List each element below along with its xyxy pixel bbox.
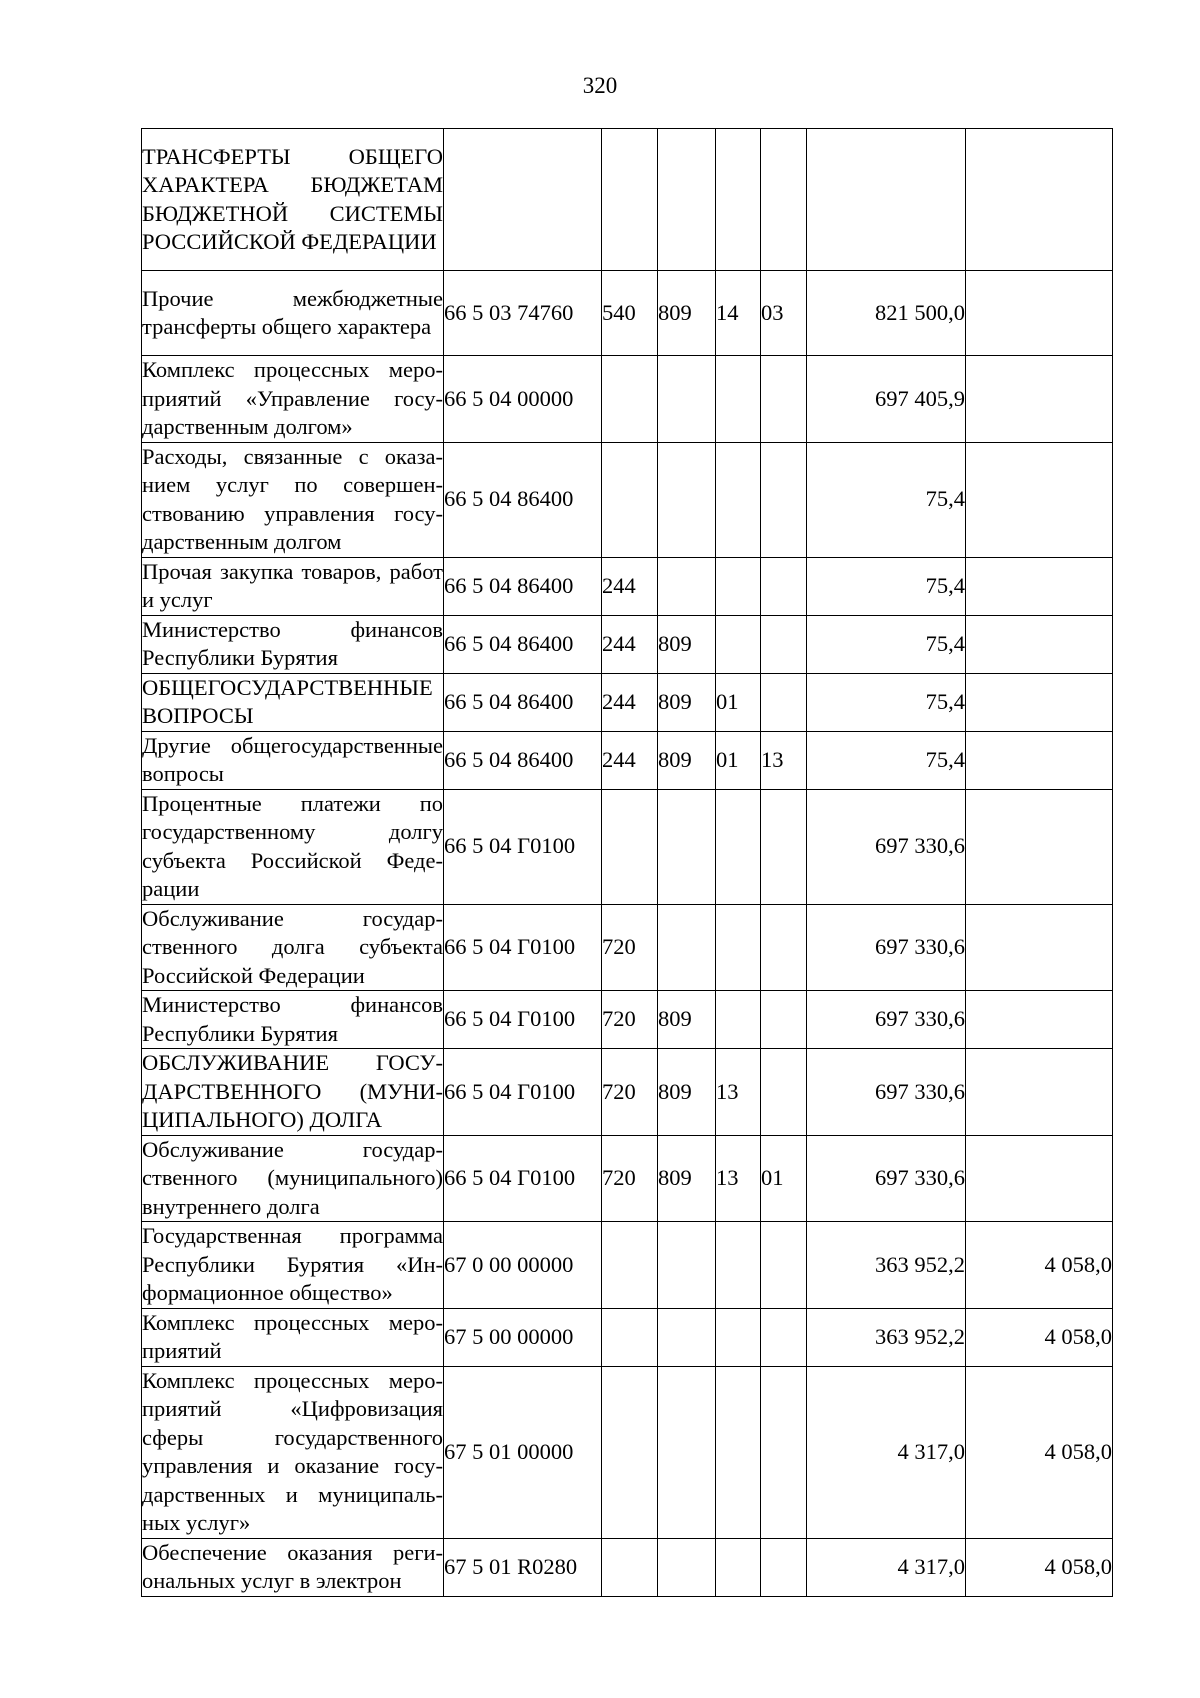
target-code: 66 5 04 86400 bbox=[444, 557, 602, 615]
target-code: 66 5 04 00000 bbox=[444, 356, 602, 443]
target-code: 66 5 03 74760 bbox=[444, 271, 602, 356]
ministry-code bbox=[658, 356, 716, 443]
subsection-code bbox=[761, 442, 807, 557]
table-row bbox=[142, 1222, 1113, 1309]
section-code bbox=[716, 615, 761, 673]
subsection-code bbox=[761, 991, 807, 1049]
amount-total: 75,4 bbox=[807, 442, 966, 557]
expense-type bbox=[602, 1366, 658, 1538]
table-row bbox=[142, 731, 1113, 789]
amount-total bbox=[807, 129, 966, 271]
amount-total: 363 952,2 bbox=[807, 1308, 966, 1366]
ministry-code bbox=[658, 1538, 716, 1596]
ministry-code: 809 bbox=[658, 1135, 716, 1222]
amount-federal: 4 058,0 bbox=[966, 1538, 1113, 1596]
target-code: 67 5 01 R0280 bbox=[444, 1538, 602, 1596]
table-row bbox=[142, 557, 1113, 615]
item-name: Министерство финансов Республики Бурятия bbox=[142, 991, 444, 1049]
subsection-code bbox=[761, 356, 807, 443]
amount-federal bbox=[966, 615, 1113, 673]
table-row bbox=[142, 615, 1113, 673]
section-code bbox=[716, 442, 761, 557]
item-name: Комплекс процессных мероприятий «Цифровизация сферы государственного управления и оказание государственных и муниципальных услуг» bbox=[142, 1366, 444, 1538]
target-code: 66 5 04 Г0100 bbox=[444, 1135, 602, 1222]
page-number: 320 bbox=[582, 73, 618, 98]
target-code: 66 5 04 Г0100 bbox=[444, 991, 602, 1049]
subsection-code bbox=[761, 1308, 807, 1366]
target-code: 67 0 00 00000 bbox=[444, 1222, 602, 1309]
ministry-code: 809 bbox=[658, 271, 716, 356]
table-row bbox=[142, 1538, 1113, 1596]
expense-type: 244 bbox=[602, 673, 658, 731]
item-name: Министерство финансов Республики Бурятия bbox=[142, 615, 444, 673]
section-code bbox=[716, 129, 761, 271]
amount-federal bbox=[966, 673, 1113, 731]
target-code: 66 5 04 Г0100 bbox=[444, 789, 602, 904]
ministry-code: 809 bbox=[658, 731, 716, 789]
section-code: 14 bbox=[716, 271, 761, 356]
item-name: Государственная программа Республики Бурятия «Информационное общество» bbox=[142, 1222, 444, 1309]
target-code: 66 5 04 86400 bbox=[444, 731, 602, 789]
item-name: ОБСЛУЖИВАНИЕ ГОСУДАРСТВЕННОГО (МУНИЦИПАЛЬНОГО) ДОЛГА bbox=[142, 1049, 444, 1136]
expense-type bbox=[602, 1222, 658, 1309]
item-name: ТРАНСФЕРТЫ ОБЩЕГО ХАРАКТЕРА БЮДЖЕТАМ БЮДЖЕТНОЙ СИСТЕМЫ РОССИЙСКОЙ ФЕДЕРАЦИИ bbox=[142, 129, 444, 271]
ministry-code bbox=[658, 789, 716, 904]
target-code: 66 5 04 Г0100 bbox=[444, 904, 602, 991]
amount-total: 4 317,0 bbox=[807, 1366, 966, 1538]
subsection-code bbox=[761, 789, 807, 904]
table-row bbox=[142, 1049, 1113, 1136]
amount-total: 697 330,6 bbox=[807, 1049, 966, 1136]
table-row bbox=[142, 673, 1113, 731]
expense-type: 720 bbox=[602, 1135, 658, 1222]
subsection-code bbox=[761, 904, 807, 991]
target-code: 67 5 00 00000 bbox=[444, 1308, 602, 1366]
subsection-code bbox=[761, 557, 807, 615]
amount-total: 4 317,0 bbox=[807, 1538, 966, 1596]
amount-federal: 4 058,0 bbox=[966, 1222, 1113, 1309]
amount-total: 75,4 bbox=[807, 731, 966, 789]
table-row bbox=[142, 1366, 1113, 1538]
ministry-code bbox=[658, 1222, 716, 1309]
section-code bbox=[716, 1308, 761, 1366]
item-name: Комплекс процессных мероприятий «Управление государственным долгом» bbox=[142, 356, 444, 443]
table-row bbox=[142, 129, 1113, 271]
amount-federal bbox=[966, 557, 1113, 615]
ministry-code: 809 bbox=[658, 615, 716, 673]
expense-type bbox=[602, 789, 658, 904]
target-code: 66 5 04 86400 bbox=[444, 442, 602, 557]
target-code: 66 5 04 Г0100 bbox=[444, 1049, 602, 1136]
section-code bbox=[716, 904, 761, 991]
expense-type bbox=[602, 1538, 658, 1596]
amount-federal bbox=[966, 356, 1113, 443]
table-row bbox=[142, 356, 1113, 443]
table-row bbox=[142, 442, 1113, 557]
amount-federal bbox=[966, 991, 1113, 1049]
section-code bbox=[716, 1538, 761, 1596]
ministry-code bbox=[658, 1308, 716, 1366]
item-name: Расходы, связанные с оказанием услуг по совершенствованию управления государственным долгом bbox=[142, 442, 444, 557]
section-code: 13 bbox=[716, 1135, 761, 1222]
amount-total: 821 500,0 bbox=[807, 271, 966, 356]
item-name: Прочие межбюджетные трансферты общего характера bbox=[142, 271, 444, 356]
subsection-code: 03 bbox=[761, 271, 807, 356]
amount-federal: 4 058,0 bbox=[966, 1308, 1113, 1366]
subsection-code bbox=[761, 1222, 807, 1309]
expense-type bbox=[602, 1308, 658, 1366]
amount-total: 697 405,9 bbox=[807, 356, 966, 443]
ministry-code bbox=[658, 129, 716, 271]
ministry-code bbox=[658, 904, 716, 991]
amount-federal bbox=[966, 1049, 1113, 1136]
ministry-code bbox=[658, 557, 716, 615]
table-row bbox=[142, 789, 1113, 904]
item-name: ОБЩЕГОСУДАРСТВЕННЫЕ ВОПРОСЫ bbox=[142, 673, 444, 731]
subsection-code: 13 bbox=[761, 731, 807, 789]
ministry-code: 809 bbox=[658, 1049, 716, 1136]
item-name: Обслуживание государственного долга субъекта Российской Федерации bbox=[142, 904, 444, 991]
section-code bbox=[716, 789, 761, 904]
expense-type: 540 bbox=[602, 271, 658, 356]
ministry-code: 809 bbox=[658, 673, 716, 731]
amount-federal: 4 058,0 bbox=[966, 1366, 1113, 1538]
expense-type: 244 bbox=[602, 557, 658, 615]
amount-federal bbox=[966, 1135, 1113, 1222]
amount-federal bbox=[966, 271, 1113, 356]
target-code bbox=[444, 129, 602, 271]
section-code: 13 bbox=[716, 1049, 761, 1136]
section-code bbox=[716, 1366, 761, 1538]
budget-table bbox=[141, 128, 1113, 1597]
amount-total: 75,4 bbox=[807, 557, 966, 615]
item-name: Прочая закупка товаров, работ и услуг bbox=[142, 557, 444, 615]
amount-total: 697 330,6 bbox=[807, 1135, 966, 1222]
subsection-code bbox=[761, 673, 807, 731]
item-name: Обслуживание государственного (муниципального) внутреннего долга bbox=[142, 1135, 444, 1222]
table-row bbox=[142, 904, 1113, 991]
ministry-code bbox=[658, 1366, 716, 1538]
subsection-code bbox=[761, 1538, 807, 1596]
amount-total: 697 330,6 bbox=[807, 789, 966, 904]
table-row bbox=[142, 1308, 1113, 1366]
amount-federal bbox=[966, 789, 1113, 904]
table-row bbox=[142, 1135, 1113, 1222]
ministry-code bbox=[658, 442, 716, 557]
table-row bbox=[142, 271, 1113, 356]
subsection-code: 01 bbox=[761, 1135, 807, 1222]
section-code bbox=[716, 991, 761, 1049]
expense-type bbox=[602, 442, 658, 557]
amount-federal bbox=[966, 731, 1113, 789]
amount-total: 75,4 bbox=[807, 673, 966, 731]
expense-type: 244 bbox=[602, 615, 658, 673]
amount-federal bbox=[966, 904, 1113, 991]
item-name: Другие общегосударственные вопросы bbox=[142, 731, 444, 789]
expense-type: 720 bbox=[602, 1049, 658, 1136]
subsection-code bbox=[761, 1049, 807, 1136]
item-name: Комплекс процессных мероприятий bbox=[142, 1308, 444, 1366]
item-name: Обеспечение оказания региональных услуг в электрон bbox=[142, 1538, 444, 1596]
amount-federal bbox=[966, 129, 1113, 271]
expense-type bbox=[602, 356, 658, 443]
target-code: 67 5 01 00000 bbox=[444, 1366, 602, 1538]
section-code: 01 bbox=[716, 673, 761, 731]
section-code bbox=[716, 356, 761, 443]
subsection-code bbox=[761, 615, 807, 673]
section-code: 01 bbox=[716, 731, 761, 789]
table-row bbox=[142, 991, 1113, 1049]
section-code bbox=[716, 1222, 761, 1309]
amount-total: 697 330,6 bbox=[807, 991, 966, 1049]
target-code: 66 5 04 86400 bbox=[444, 673, 602, 731]
amount-total: 75,4 bbox=[807, 615, 966, 673]
subsection-code bbox=[761, 129, 807, 271]
amount-total: 363 952,2 bbox=[807, 1222, 966, 1309]
item-name: Процентные платежи по государственному долгу субъекта Российской Федерации bbox=[142, 789, 444, 904]
expense-type bbox=[602, 129, 658, 271]
expense-type: 720 bbox=[602, 904, 658, 991]
amount-total: 697 330,6 bbox=[807, 904, 966, 991]
target-code: 66 5 04 86400 bbox=[444, 615, 602, 673]
ministry-code: 809 bbox=[658, 991, 716, 1049]
expense-type: 720 bbox=[602, 991, 658, 1049]
subsection-code bbox=[761, 1366, 807, 1538]
expense-type: 244 bbox=[602, 731, 658, 789]
section-code bbox=[716, 557, 761, 615]
amount-federal bbox=[966, 442, 1113, 557]
